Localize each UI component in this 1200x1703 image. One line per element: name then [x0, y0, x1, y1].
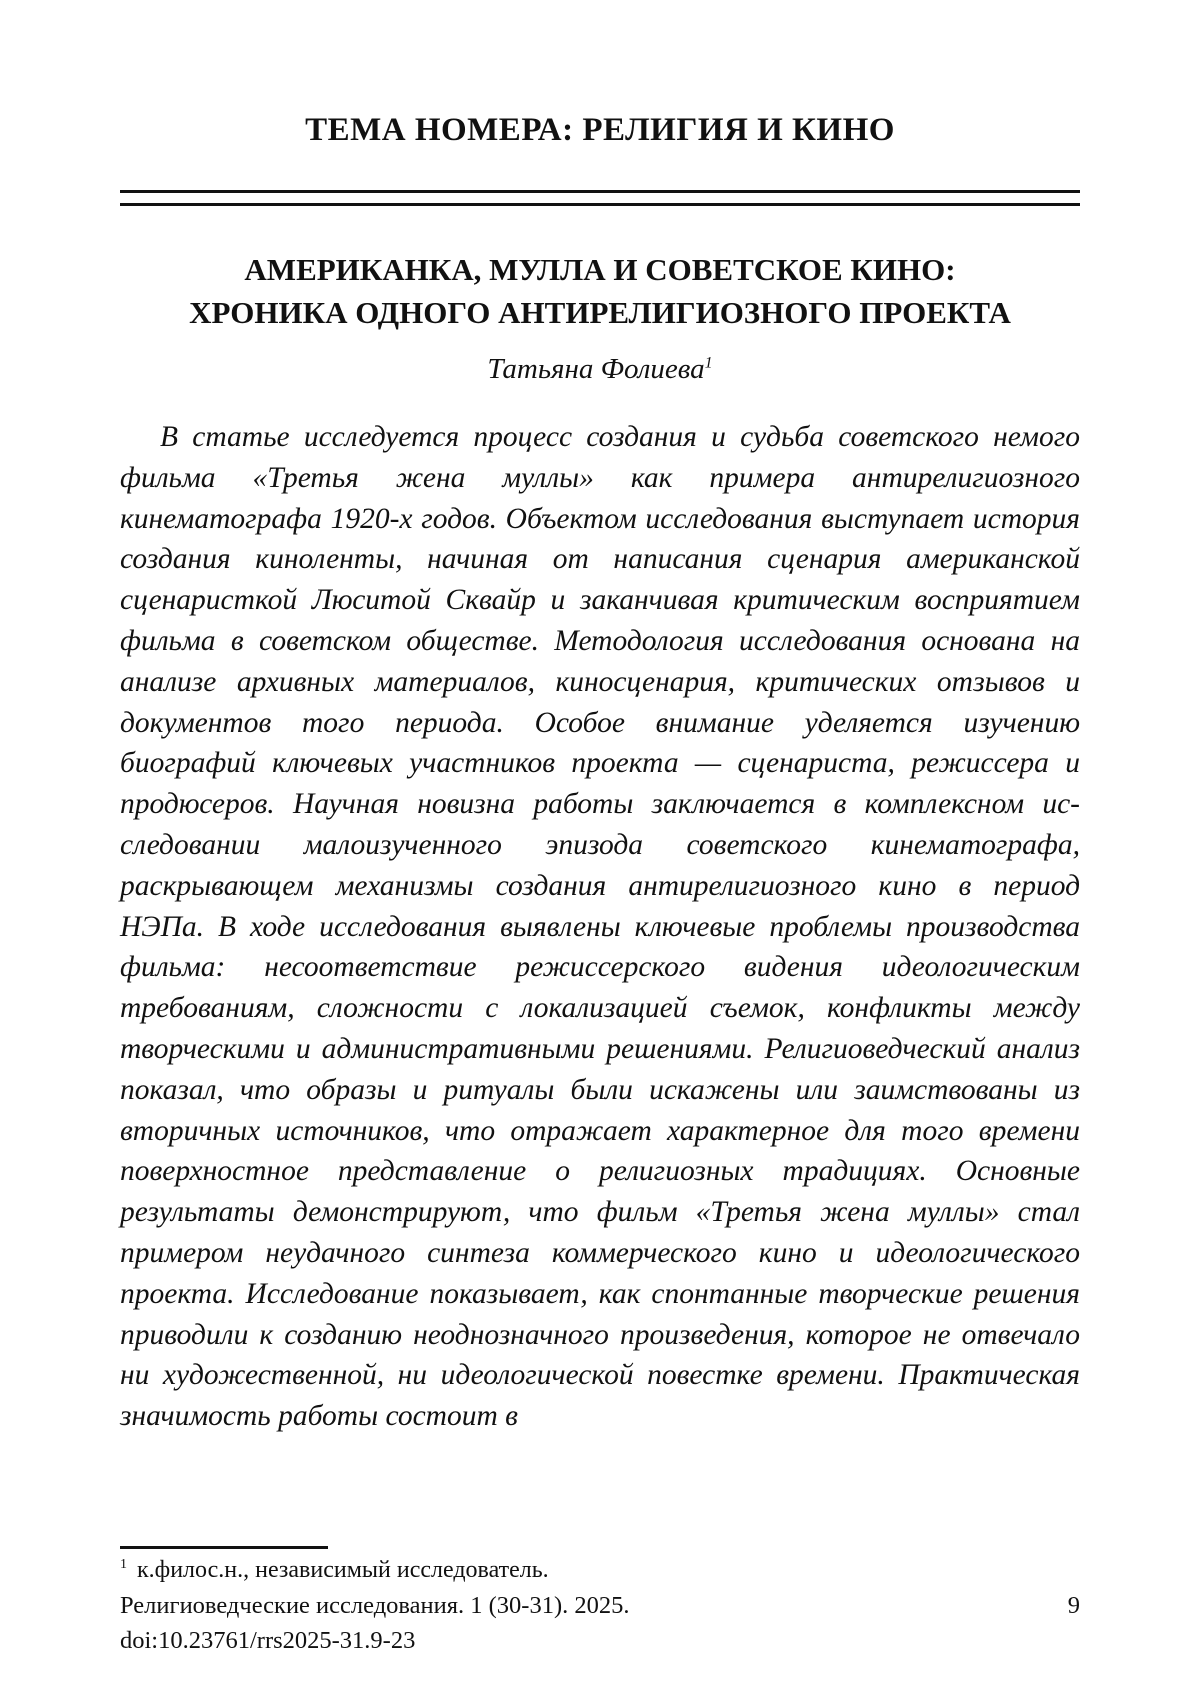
page-number: 9: [1067, 1592, 1080, 1619]
author: [120, 353, 1080, 386]
article-title-line-1: АМЕРИКАНКА, МУЛЛА И СОВЕТСКОЕ КИНО:: [244, 252, 956, 287]
footnote-rule: [120, 1546, 328, 1549]
header-rule-top: [120, 190, 1080, 193]
footnote-text: к.филос.н., независимый исследователь.: [137, 1557, 549, 1583]
article-title-line-2: ХРОНИКА ОДНОГО АНТИРЕЛИГИОЗНОГО ПРОЕКТА: [189, 295, 1011, 330]
header-rule-bottom: [120, 203, 1080, 206]
doi-link: doi:10.23761/rrs2025-31.9-23: [120, 1627, 416, 1654]
abstract-text: В статье исследуется процесс создания и судьба советского немого фильма «Третья жена муллы» как примера антирелигиозного кинематографа 1920-х годов. Объектом исследования выступает история создания киноленты, начиная от написания сценария американской сценаристкой Люситой Сквайр и заканчивая критическим восприятием фильма в советском обществе. Методология исследования основана на анализе архивных материалов, киносценария, критических отзывов и документов того периода. Особое внимание уделяется изучению биографий ключевых участников проекта — сценариста, режиссера и продюсеров. Научная новизна работы заключается в комплексном исследовании малоизученного эпизода советского кинематографа, раскрывающем механизмы создания антирелигиозного кино в период НЭПа. В ходе исследования выявлены ключевые проблемы производства фильма: несоответствие режиссерского видения идеологическим требованиям, сложности с локализацией съемок, конфликты между творческими и административными решениями. Религиоведческий анализ показал, что образы и ритуалы были искажены или заимствованы из вторичных источников, что отражает характерное для того времени поверхностное представление о религиозных традициях. Основные результаты демонстрируют, что фильм «Третья жена муллы» стал примером неудачного синтеза коммерческого кино и идеологического проекта. Исследование показывает, как спонтанные творческие решения приводили к созданию неоднозначного произведения, которое не отвечало ни художественной, ни идеологической повестке времени. Практическая значимость работы состоит в: [120, 421, 1080, 1433]
footnote: [120, 1557, 549, 1584]
author-footnote-mark: 1: [704, 354, 713, 372]
journal-page: [120, 0, 1080, 1703]
journal-citation: Религиоведческие исследования. 1 (30-31). 2025.: [120, 1592, 630, 1619]
article-title: [120, 248, 1080, 334]
section-title: ТЕМА НОМЕРА: РЕЛИГИЯ И КИНО: [305, 112, 895, 148]
footnote-mark: 1: [120, 1557, 127, 1572]
author-name: Татьяна Фолиева: [487, 353, 705, 385]
